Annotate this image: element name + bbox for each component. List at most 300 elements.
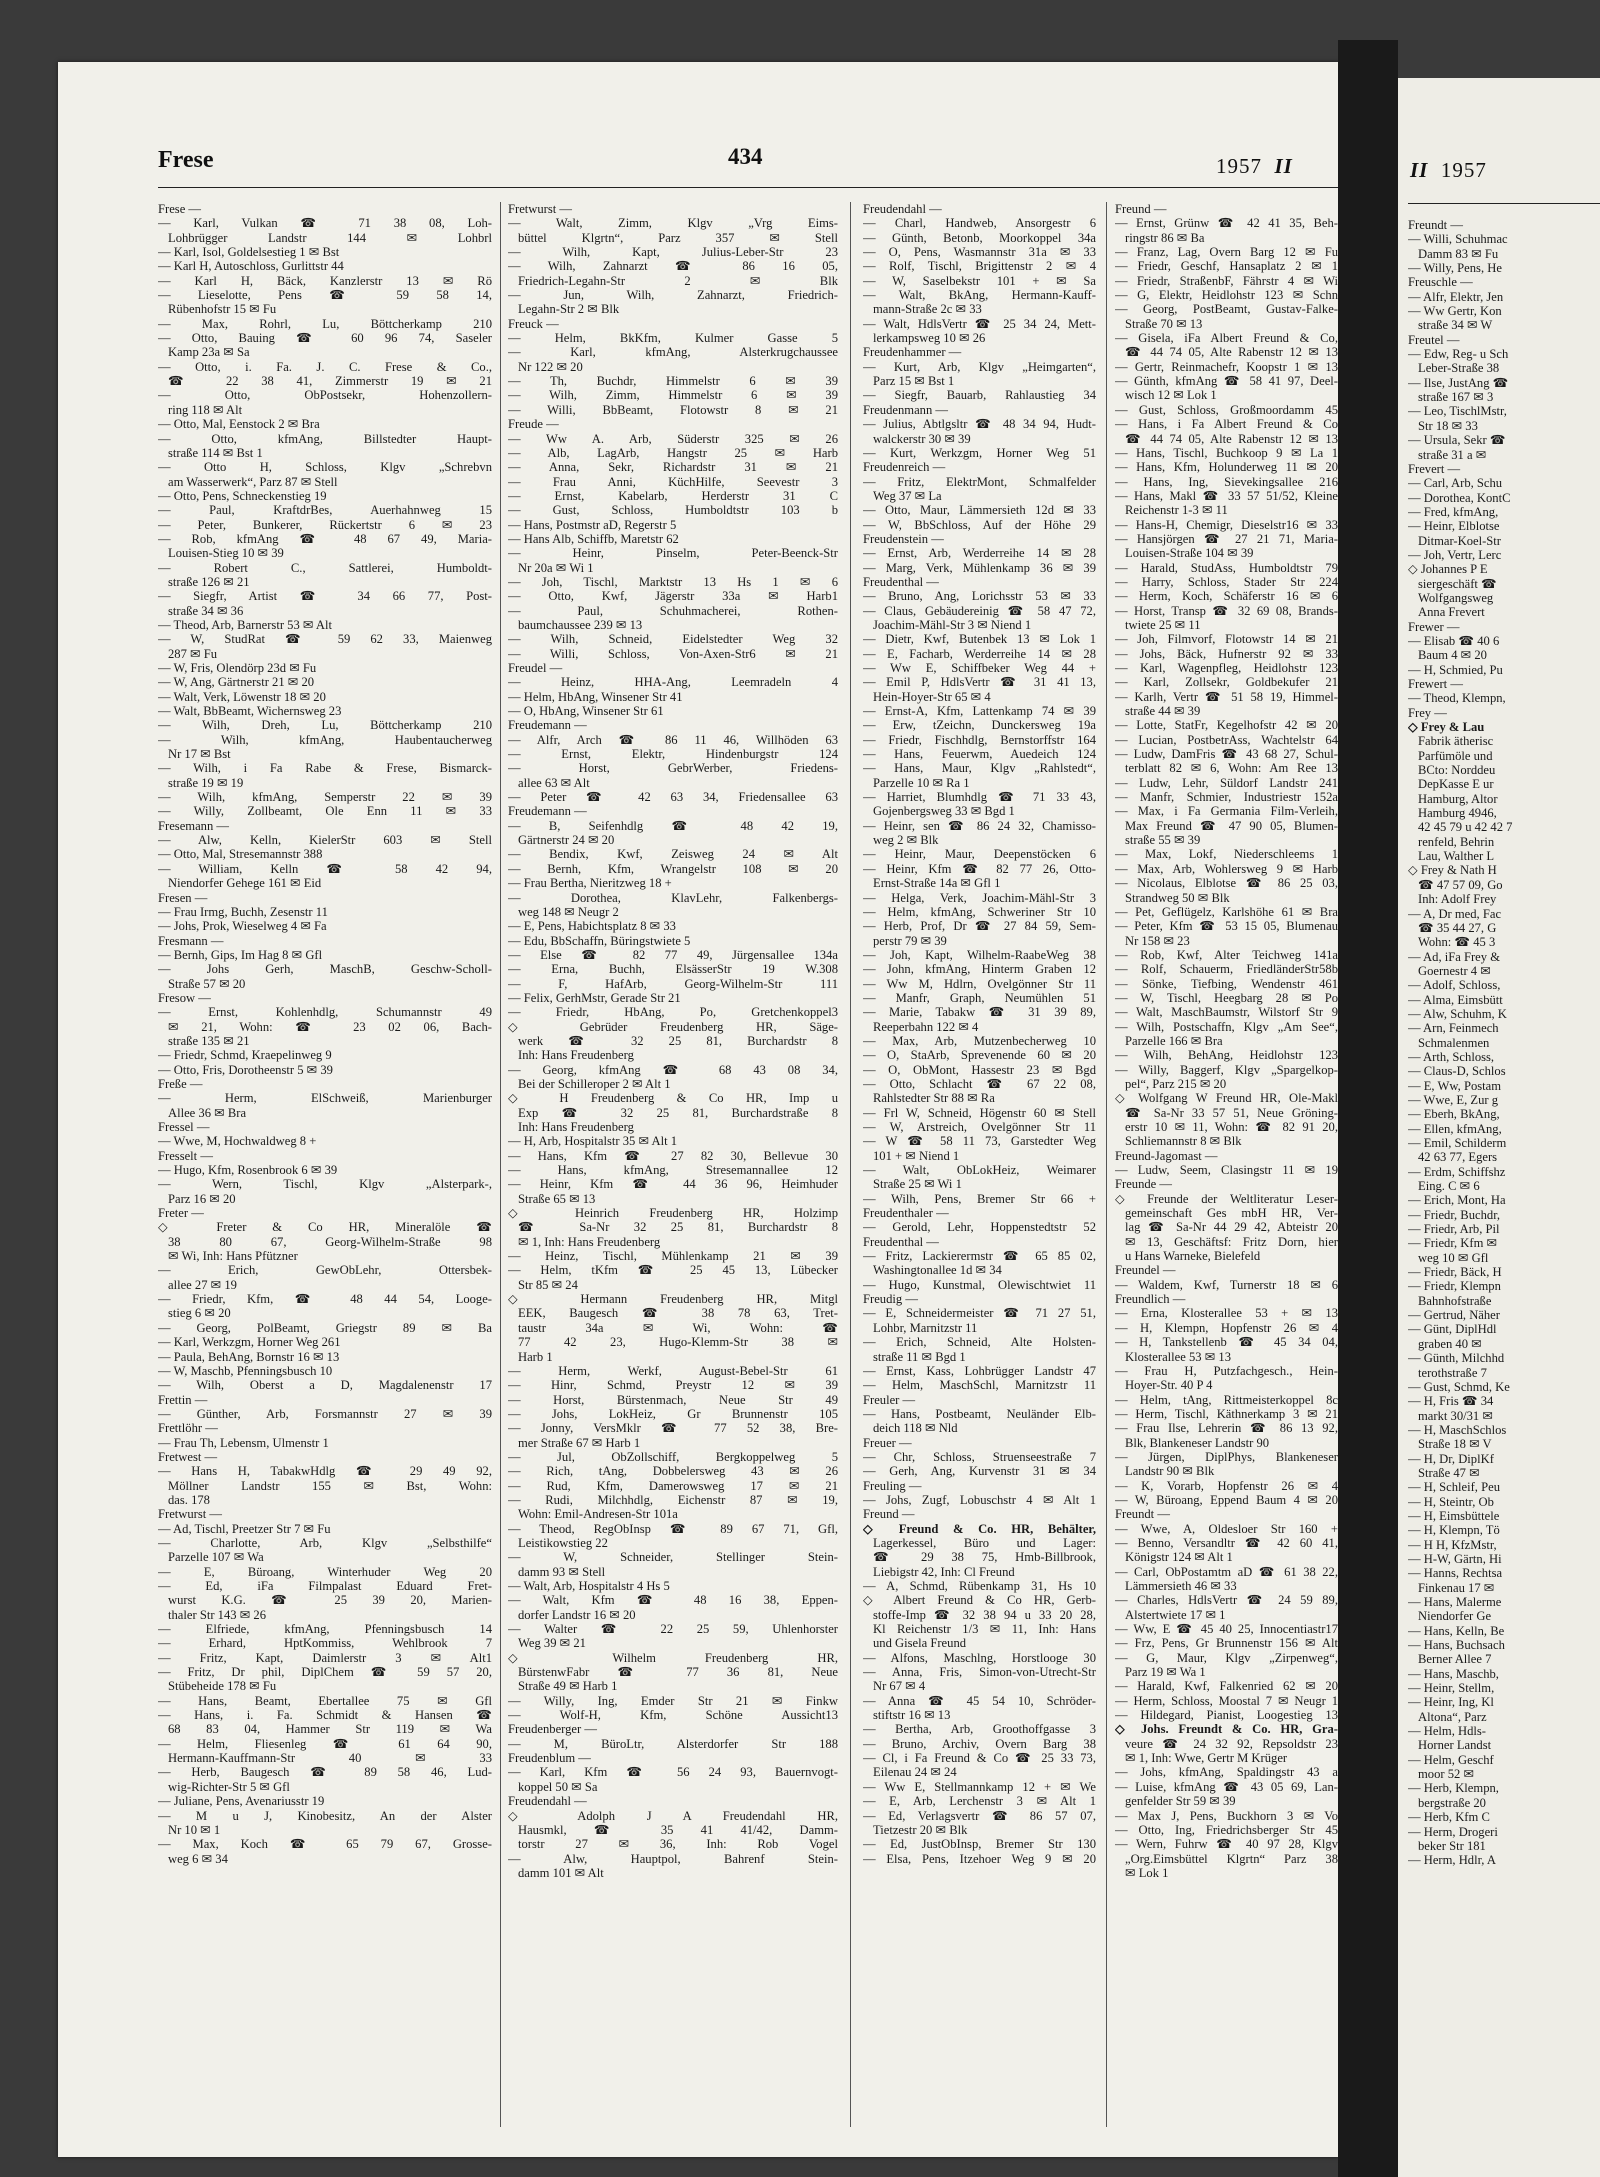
directory-entry-line: — Hans, Makl ☎ 33 57 51/52, Kleine bbox=[1115, 488, 1338, 503]
directory-entry-line: — Kurt, Arb, Klgv „Heimgarten“, bbox=[863, 359, 1096, 374]
directory-entry-line: straße 44 ✉ 39 bbox=[1125, 704, 1201, 719]
directory-entry-line: — Jul, ObZollschiff, Bergkoppelweg 5 bbox=[508, 1449, 838, 1464]
directory-entry-line: — A, Dr med, Fac bbox=[1408, 906, 1502, 921]
directory-column-1 bbox=[158, 202, 492, 2137]
surname-heading: Freundt — bbox=[1115, 1507, 1170, 1522]
directory-entry-line: Schmalenmen bbox=[1418, 1035, 1490, 1050]
directory-entry-line: — Helm, kfmAng, Schweriner Str 10 bbox=[863, 904, 1096, 919]
directory-entry-line: — Karl, Kfm ☎ 56 24 93, Bauernvogt- bbox=[508, 1765, 838, 1780]
directory-entry-line: — Hans, i Fa Albert Freund & Co bbox=[1115, 417, 1338, 432]
directory-entry-line: Parzelle 10 ✉ Ra 1 bbox=[873, 775, 970, 790]
directory-entry-line: — Helm, tKfm ☎ 25 45 13, Lübecker bbox=[508, 1263, 838, 1278]
header-part: II bbox=[1274, 154, 1293, 178]
directory-entry-line: stoffe-Imp ☎ 32 38 94 u 33 20 28, bbox=[873, 1607, 1096, 1622]
directory-entry-line: — W, Fris, Olendörp 23d ✉ Fu bbox=[158, 661, 317, 675]
directory-entry-line: — Anna, Fris, Simon-von-Utrecht-Str bbox=[863, 1665, 1096, 1680]
directory-entry-line: — Frau Irmg, Buchh, Zesenstr 11 bbox=[158, 904, 328, 919]
directory-entry-line: — Rich, tAng, Dobbelersweg 43 ✉ 26 bbox=[508, 1464, 838, 1479]
directory-entry-line: ◇ Frey & Lau bbox=[1408, 720, 1485, 735]
directory-entry-line: — Theod, RegObInsp ☎ 89 67 71, Gfl, bbox=[508, 1521, 838, 1536]
directory-entry-line: Berner Allee 7 bbox=[1418, 1652, 1492, 1667]
directory-entry-line: — H, MaschSchlos bbox=[1408, 1422, 1507, 1437]
directory-entry-line: — H, Schleif, Peu bbox=[1408, 1480, 1500, 1495]
directory-entry-line: — Karlh, Vertr ☎ 51 58 19, Himmel- bbox=[1115, 689, 1338, 704]
directory-entry-line: — Alw, Kelln, KielerStr 603 ✉ Stell bbox=[158, 833, 492, 848]
directory-entry-line: — Anna, Sekr, Richardstr 31 ✉ 21 bbox=[508, 460, 838, 475]
directory-entry-line: — Johs, Bäck, Hufnerstr 92 ✉ 33 bbox=[1115, 646, 1338, 661]
directory-entry-line: — Edw, Reg- u Sch bbox=[1408, 347, 1509, 362]
directory-column-3 bbox=[863, 202, 1096, 2137]
directory-entry-line: dorfer Landstr 16 ✉ 20 bbox=[518, 1607, 636, 1622]
directory-entry-line: ✉ 1, Inh: Hans Freudenberg bbox=[518, 1234, 661, 1249]
directory-entry-line: — Rob, Kwf, Alter Teichweg 141a bbox=[1115, 947, 1338, 962]
directory-entry-line: — Max, Arb, Mutzenbecherweg 10 bbox=[863, 1033, 1096, 1048]
directory-entry-line: weg 6 ✉ 34 bbox=[168, 1851, 228, 1866]
directory-entry-line: — Heinr, Pinselm, Peter-Beenck-Str bbox=[508, 546, 838, 561]
directory-entry-line: — Friedr, Fischhdlg, Bernstorffstr 164 bbox=[863, 732, 1096, 747]
directory-entry-line: — Friedr, Kfm ✉ bbox=[1408, 1236, 1498, 1251]
directory-entry-line: thaler Str 143 ✉ 26 bbox=[168, 1607, 266, 1622]
next-page-header bbox=[1410, 158, 1487, 183]
directory-entry-line: — Günth, kfmAng ☎ 58 41 97, Deel- bbox=[1115, 374, 1338, 389]
directory-entry-line: — Wern, Fuhrw ☎ 40 97 28, Klgv bbox=[1115, 1837, 1338, 1852]
directory-entry-line: — Max, Arb, Wohlersweg 9 ✉ Harb bbox=[1115, 861, 1338, 876]
directory-entry-line: ✉ Lok 1 bbox=[1125, 1865, 1169, 1880]
directory-entry-line: straße 19 ✉ 19 bbox=[168, 775, 244, 790]
directory-entry-line: Parzelle 107 ✉ Wa bbox=[168, 1550, 264, 1565]
directory-entry-line: ✉ 21, Wohn: ☎ 23 02 06, Bach- bbox=[168, 1019, 492, 1034]
directory-entry-line: Parz 16 ✉ 20 bbox=[168, 1191, 236, 1206]
directory-entry-line: das. 178 bbox=[168, 1492, 210, 1507]
directory-entry-line: Nr 17 ✉ Bst bbox=[168, 747, 231, 762]
directory-entry-line: — Erna, Buchh, ElsässerStr 19 W.308 bbox=[508, 962, 838, 977]
directory-entry-line: — Hans, Beamt, Ebertallee 75 ✉ Gfl bbox=[158, 1693, 492, 1708]
directory-entry-line: — Wilh, kfmAng, Semperstr 22 ✉ 39 bbox=[158, 790, 492, 805]
directory-entry-line: — Claus-D, Schlos bbox=[1408, 1064, 1506, 1079]
directory-entry-line: Joachim-Mähl-Str 3 ✉ Niend 1 bbox=[873, 617, 1032, 632]
directory-entry-line: — Erich, GewObLehr, Ottersbek- bbox=[158, 1263, 492, 1278]
page-header-name: Frese bbox=[158, 147, 214, 173]
directory-entry-line: Washingtonallee 1d ✉ 34 bbox=[873, 1263, 1002, 1278]
surname-heading: Fretwurst — bbox=[508, 202, 573, 216]
surname-heading: Freuler — bbox=[863, 1392, 916, 1407]
directory-entry-line: — Max J, Pens, Buckhorn 3 ✉ Vo bbox=[1115, 1808, 1338, 1823]
directory-entry-line: — Otto, Schlacht ☎ 67 22 08, bbox=[863, 1076, 1096, 1091]
directory-entry-line: Bahnhofstraße bbox=[1418, 1293, 1492, 1308]
directory-entry-line: twiete 25 ✉ 11 bbox=[1125, 617, 1201, 632]
directory-entry-line: — W, Ang, Gärtnerstr 21 ✉ 20 bbox=[158, 675, 315, 690]
directory-entry-line: Parz 19 ✉ Wa 1 bbox=[1125, 1665, 1206, 1680]
directory-entry-line: Rübenhofstr 15 ✉ Fu bbox=[168, 302, 277, 317]
directory-entry-line: — Hansjörgen ☎ 27 21 71, Maria- bbox=[1115, 531, 1338, 546]
directory-entry-line: straße 34 ✉ W bbox=[1418, 318, 1493, 333]
directory-entry-line: — Luise, kfmAng ☎ 43 05 69, Lan- bbox=[1115, 1779, 1338, 1794]
directory-entry-line: ringstr 86 ✉ Ba bbox=[1125, 230, 1205, 245]
next-header-part: II bbox=[1410, 158, 1429, 182]
directory-entry-line: — W ☎ 58 11 73, Garstedter Weg bbox=[863, 1134, 1096, 1149]
directory-entry-line: — Emil P, HdlsVertr ☎ 31 41 13, bbox=[863, 675, 1096, 690]
directory-entry-line: Nr 20a ✉ Wi 1 bbox=[518, 560, 594, 575]
directory-entry-line: — Max, i Fa Germania Film-Verleih, bbox=[1115, 804, 1338, 819]
directory-entry-line: — Carl, ObPostamtm aD ☎ 61 38 22, bbox=[1115, 1564, 1338, 1579]
directory-entry-line: — Hans, Kfm, Holunderweg 11 ✉ 20 bbox=[1115, 460, 1338, 475]
surname-heading: Freudel — bbox=[508, 661, 563, 675]
surname-heading: Frettin — bbox=[158, 1392, 208, 1407]
directory-entry-line: — Franz, Lag, Overn Barg 12 ✉ Fu bbox=[1115, 245, 1338, 260]
directory-entry-line: Wohn: ☎ 45 3 bbox=[1418, 935, 1496, 950]
directory-entry-line: — Hans, Maschb, bbox=[1408, 1666, 1499, 1681]
directory-entry-line: — Heinr, Elblotse bbox=[1408, 519, 1500, 534]
directory-page bbox=[58, 62, 1338, 2157]
directory-entry-line: — Wilh, Postschaffn, Klgv „Am See“, bbox=[1115, 1019, 1338, 1034]
directory-entry-line: — Alb, LagArb, Hangstr 25 ✉ Harb bbox=[508, 445, 838, 460]
directory-entry-line: — Helm, MaschSchl, Marnitzstr 11 bbox=[863, 1378, 1096, 1393]
directory-entry-line: — Hildegard, Pianist, Loogestieg 13 bbox=[1115, 1708, 1338, 1723]
directory-entry-line: — Emil, Schilderm bbox=[1408, 1136, 1507, 1150]
surname-heading: Fretwest — bbox=[158, 1449, 218, 1464]
directory-entry-line: koppel 50 ✉ Sa bbox=[518, 1779, 598, 1794]
directory-entry-line: — Herm, Tischl, Käthnerkamp 3 ✉ 21 bbox=[1115, 1406, 1338, 1421]
directory-entry-line: — W, Schneider, Stellinger Stein- bbox=[508, 1550, 838, 1565]
directory-entry-line: — M, BüroLtr, Alsterdorfer Str 188 bbox=[508, 1736, 838, 1751]
directory-entry-line: — Walt, Zimm, Klgv „Vrg Eims- bbox=[508, 216, 838, 231]
directory-entry-line: — Adolf, Schloss, bbox=[1408, 978, 1501, 993]
directory-entry-line: — Ww M, Hdlrn, Ovelgönner Str 11 bbox=[863, 976, 1096, 991]
directory-entry-line: — Bendix, Kwf, Zeisweg 24 ✉ Alt bbox=[508, 847, 838, 862]
directory-entry-line: graben 40 ✉ bbox=[1418, 1336, 1482, 1351]
directory-entry-line: — Wilh, Zahnarzt ☎ 86 16 05, bbox=[508, 259, 838, 274]
directory-entry-line: Harb 1 bbox=[518, 1349, 553, 1364]
surname-heading: Freudenhammer — bbox=[863, 345, 962, 360]
directory-entry-line: — Dietr, Kwf, Butenbek 13 ✉ Lok 1 bbox=[863, 632, 1096, 647]
directory-entry-line: — Walt, Verk, Löwenstr 18 ✉ 20 bbox=[158, 689, 326, 704]
directory-entry-line: — Willy, Zollbeamt, Ole Enn 11 ✉ 33 bbox=[158, 804, 492, 819]
surname-heading: Freund — bbox=[863, 1507, 915, 1522]
directory-entry-line: — Herb, Baugesch ☎ 89 58 46, Lud- bbox=[158, 1765, 492, 1780]
directory-entry-line: — Hans-H, Chemigr, Dieselstr16 ✉ 33 bbox=[1115, 517, 1338, 532]
directory-entry-line: — Ed, iFa Filmpalast Eduard Fret- bbox=[158, 1579, 492, 1593]
directory-entry-line: — Herm, Hdlr, A bbox=[1408, 1853, 1496, 1868]
directory-entry-line: Niendorfer Ge bbox=[1418, 1609, 1492, 1624]
directory-entry-line: — Juliane, Pens, Avenariusstr 19 bbox=[158, 1794, 325, 1809]
directory-entry-line: lag ☎ Sa-Nr 44 29 42, Abteistr 20 bbox=[1125, 1220, 1338, 1235]
directory-entry-line: BürstenwFabr ☎ 77 36 81, Neue bbox=[518, 1665, 838, 1680]
directory-entry-line: — Jun, Wilh, Zahnarzt, Friedrich- bbox=[508, 288, 838, 303]
directory-entry-line: — Theod, Arb, Barnerstr 53 ✉ Alt bbox=[158, 617, 333, 632]
directory-entry-line: — Herb, Klempn, bbox=[1408, 1781, 1499, 1796]
directory-entry-line: — Else ☎ 82 77 49, Jürgensallee 134a bbox=[508, 947, 838, 962]
directory-entry-line: — Walt, ObLokHeiz, Weimarer bbox=[863, 1163, 1096, 1178]
directory-entry-line: — Hans, Maur, Klgv „Rahlstedt“, bbox=[863, 761, 1096, 776]
directory-entry-line: — Otto, Mal, Eenstock 2 ✉ Bra bbox=[158, 417, 320, 432]
directory-entry-line: ◇ Freund & Co. HR, Behälter, bbox=[863, 1521, 1096, 1536]
directory-entry-line: 101 + ✉ Niend 1 bbox=[873, 1148, 960, 1163]
directory-entry-line: baumchaussee 239 ✉ 13 bbox=[518, 617, 643, 632]
directory-entry-line: — Siegfr, Bauarb, Rahlaustieg 34 bbox=[863, 388, 1096, 403]
directory-entry-line: Louisen-Straße 104 ✉ 39 bbox=[1125, 546, 1254, 561]
directory-entry-line: — Charlotte, Arb, Klgv „Selbsthilfe“ bbox=[158, 1535, 492, 1550]
directory-entry-line: — Carl, Arb, Schu bbox=[1408, 476, 1503, 491]
surname-heading: Fresselt — bbox=[158, 1148, 213, 1163]
directory-entry-line: — Charles, HdlsVertr ☎ 24 59 89, bbox=[1115, 1593, 1338, 1608]
directory-entry-line: ☎ 44 74 05, Alte Rabenstr 12 ✉ 13 bbox=[1125, 431, 1338, 446]
directory-entry-line: BCto: Norddeu bbox=[1418, 763, 1496, 778]
directory-entry-line: perstr 79 ✉ 39 bbox=[873, 933, 947, 948]
directory-entry-line: — Bertha, Arb, Groothoffgasse 3 bbox=[863, 1722, 1096, 1737]
directory-entry-line: — Walter ☎ 22 25 59, Uhlenhorster bbox=[508, 1622, 838, 1637]
directory-entry-line: — Bernh, Kfm, Wrangelstr 108 ✉ 20 bbox=[508, 861, 838, 876]
directory-entry-line: — Rob, kfmAng ☎ 48 67 49, Maria- bbox=[158, 531, 492, 546]
directory-entry-line: — Heinr, Kfm ☎ 44 36 96, Heimhuder bbox=[508, 1177, 838, 1192]
directory-entry-line: walckerstr 30 ✉ 39 bbox=[873, 431, 971, 446]
directory-entry-line: — Cl, i Fa Freund & Co ☎ 25 33 73, bbox=[863, 1751, 1096, 1766]
directory-entry-line: — Friedr, Kfm, ☎ 48 44 54, Looge- bbox=[158, 1292, 492, 1307]
directory-entry-line: — Gerh, Ang, Kurvenstr 31 ✉ 34 bbox=[863, 1464, 1096, 1479]
directory-entry-line: ◇ Gebrüder Freudenberg HR, Säge- bbox=[508, 1019, 838, 1034]
directory-entry-line: — H, Klempn, Tö bbox=[1408, 1523, 1500, 1538]
surname-heading: Freund — bbox=[1115, 202, 1167, 216]
directory-entry-line: — Fritz, Lackierermstr ☎ 65 85 02, bbox=[863, 1249, 1096, 1264]
directory-entry-line: — Hans, Ing, Sievekingsallee 216 bbox=[1115, 474, 1338, 489]
directory-entry-line: — H-W, Gärtn, Hi bbox=[1408, 1551, 1502, 1566]
directory-entry-line: Exp ☎ 32 25 81, Burchardstraße 8 bbox=[518, 1105, 838, 1120]
directory-entry-line: — Karl H, Bäck, Kanzlerstr 13 ✉ Rö bbox=[158, 273, 492, 288]
directory-entry-line: — Willy, Baggerf, Klgv „Spargelkop- bbox=[1115, 1062, 1338, 1077]
directory-entry-line: allee 63 ✉ Alt bbox=[518, 775, 590, 790]
directory-entry-line: Weg 39 ✉ 21 bbox=[518, 1636, 586, 1651]
directory-entry-line: — G, Elektr, Heidlohstr 123 ✉ Schn bbox=[1115, 288, 1338, 303]
directory-entry-line: Str 18 ✉ 33 bbox=[1418, 418, 1478, 433]
directory-entry-line: u Hans Warneke, Bielefeld bbox=[1125, 1249, 1261, 1264]
directory-column-4 bbox=[1115, 202, 1338, 2137]
directory-entry-line: — Heinr, Ing, Kl bbox=[1408, 1695, 1494, 1710]
surname-heading: Freudenthaler — bbox=[863, 1206, 949, 1221]
directory-entry-line: — Hans H, TabakwHdlg ☎ 29 49 92, bbox=[158, 1464, 492, 1479]
directory-entry-line: — O, HbAng, Winsener Str 61 bbox=[508, 704, 664, 719]
directory-entry-line: — Willi, BbBeamt, Flotowstr 8 ✉ 21 bbox=[508, 402, 838, 417]
directory-entry-line: — W, Arstreich, Ovelgönner Str 11 bbox=[863, 1120, 1096, 1134]
directory-entry-line: — Otto, Pens, Schneckenstieg 19 bbox=[158, 488, 327, 503]
directory-entry-line: ☎ 44 74 05, Alte Rabenstr 12 ✉ 13 bbox=[1125, 345, 1338, 360]
directory-entry-line: — Heinr, Kfm ☎ 82 77 26, Otto- bbox=[863, 861, 1096, 876]
directory-entry-line: Straße 57 ✉ 20 bbox=[168, 976, 246, 991]
directory-entry-line: — Manfr, Graph, Neumühlen 51 bbox=[863, 990, 1096, 1005]
directory-entry-line: 68 83 04, Hammer Str 119 ✉ Wa bbox=[168, 1722, 492, 1737]
directory-entry-line: — W, StudRat ☎ 59 62 33, Maienweg bbox=[158, 632, 492, 647]
surname-heading: Frewer — bbox=[1408, 619, 1460, 634]
directory-entry-line: Allee 36 ✉ Bra bbox=[168, 1105, 247, 1120]
directory-entry-line: Straße 49 ✉ Harb 1 bbox=[518, 1679, 618, 1694]
directory-entry-line: lerkampsweg 10 ✉ 26 bbox=[873, 331, 986, 346]
directory-entry-line: — Friedr, StraßenbF, Fährstr 4 ✉ Wi bbox=[1115, 273, 1338, 288]
directory-entry-line: — Ursula, Sekr ☎ bbox=[1408, 433, 1506, 448]
directory-entry-line: Nr 10 ✉ 1 bbox=[168, 1822, 221, 1837]
directory-entry-line: — Wwe, E, Zur g bbox=[1408, 1092, 1499, 1107]
directory-entry-line: — Hugo, Kunstmal, Olewischtwiet 11 bbox=[863, 1277, 1096, 1292]
directory-entry-line: — Joh, Filmvorf, Flotowstr 14 ✉ 21 bbox=[1115, 632, 1338, 647]
directory-entry-line: Str 85 ✉ 24 bbox=[518, 1277, 578, 1292]
directory-entry-line: ☎ 47 57 09, Go bbox=[1418, 877, 1503, 892]
directory-entry-line: — Walt, Kfm ☎ 48 16 38, Eppen- bbox=[508, 1593, 838, 1608]
directory-entry-line: ✉ 13, Geschäftsf: Fritz Dorn, hier bbox=[1125, 1234, 1338, 1249]
directory-entry-line: EEK, Baugesch ☎ 38 78 63, Tret- bbox=[518, 1306, 838, 1321]
directory-entry-line: am Wasserwerk“, Parz 87 ✉ Stell bbox=[168, 474, 338, 489]
directory-entry-line: — Th, Buchdr, Himmelstr 6 ✉ 39 bbox=[508, 374, 838, 389]
directory-entry-line: — E, Ww, Postam bbox=[1408, 1078, 1502, 1093]
directory-entry-line: — Erhard, HptKommiss, Wehlbrook 7 bbox=[158, 1636, 492, 1651]
directory-entry-line: — Marie, Tabakw ☎ 31 39 89, bbox=[863, 1005, 1096, 1020]
directory-entry-line: — Alw, Schuhm, K bbox=[1408, 1006, 1507, 1021]
directory-entry-line: Anna Frevert bbox=[1418, 605, 1485, 620]
surname-heading: Freuling — bbox=[863, 1478, 922, 1493]
directory-entry-line: erstr 10 ✉ 11, Wohn: ☎ 82 91 20, bbox=[1125, 1120, 1338, 1134]
directory-entry-line: — Hans, Kelln, Be bbox=[1408, 1623, 1505, 1638]
directory-entry-line: — Johs Gerh, MaschB, Geschw-Scholl- bbox=[158, 962, 492, 977]
surname-heading: Frey — bbox=[1408, 705, 1447, 720]
directory-entry-line: ☎ 35 44 27, G bbox=[1418, 920, 1497, 935]
directory-entry-line: — Karl, Isol, Goldelsestieg 1 ✉ Bst bbox=[158, 245, 340, 260]
directory-entry-line: 287 ✉ Fu bbox=[168, 646, 218, 661]
directory-entry-line: mann-Straße 2c ✉ 33 bbox=[873, 302, 982, 317]
directory-entry-line: — Herm, Werkf, August-Bebel-Str 61 bbox=[508, 1363, 838, 1378]
directory-entry-line: — Hans, Tischl, Buchkoop 9 ✉ La 1 bbox=[1115, 445, 1338, 460]
directory-entry-line: — Hans, Kfm ☎ 27 82 30, Bellevue 30 bbox=[508, 1148, 838, 1163]
directory-entry-line: — Günth, Betonb, Moorkoppel 34a bbox=[863, 230, 1096, 245]
directory-entry-line: Nr 122 ✉ 20 bbox=[518, 359, 583, 374]
surname-heading: Freund-Jagomast — bbox=[1115, 1148, 1218, 1163]
directory-entry-line: Lagerkessel, Büro und Lager: bbox=[873, 1535, 1096, 1550]
surname-heading: Freundt — bbox=[1408, 218, 1463, 232]
directory-entry-line: ☎ 22 38 41, Zimmerstr 19 ✉ 21 bbox=[168, 374, 492, 389]
next-page-column-1 bbox=[1408, 218, 1600, 2157]
directory-entry-line: — Erich, Mont, Ha bbox=[1408, 1193, 1506, 1208]
directory-entry-line: Parzelle 166 ✉ Bra bbox=[1125, 1033, 1223, 1048]
directory-entry-line: — Otto, Mal, Stresemannstr 388 bbox=[158, 847, 323, 862]
surname-heading: Freudig — bbox=[863, 1292, 918, 1307]
directory-entry-line: weg 148 ✉ Neugr 2 bbox=[518, 904, 619, 919]
directory-entry-line: — Ernst-A, Kfm, Lattenkamp 74 ✉ 39 bbox=[863, 704, 1096, 719]
surname-heading: Fresemann — bbox=[158, 818, 229, 833]
surname-heading: Frese — bbox=[158, 202, 202, 216]
directory-entry-line: Reichenstr 1-3 ✉ 11 bbox=[1125, 503, 1228, 518]
directory-entry-line: büttel Klgrtn“, Parz 357 ✉ Stell bbox=[518, 230, 838, 245]
directory-entry-line: — Rudi, Milchhdlg, Eichenstr 87 ✉ 19, bbox=[508, 1492, 838, 1507]
directory-entry-line: Landstr 90 ✉ Blk bbox=[1125, 1464, 1215, 1479]
directory-entry-line: veure ☎ 24 32 92, Repsoldstr 23 bbox=[1125, 1736, 1338, 1751]
directory-entry-line: ◇ Wilhelm Freudenberg HR, bbox=[508, 1650, 838, 1665]
surname-heading: Freutel — bbox=[1408, 332, 1460, 347]
surname-heading: Freudendahl — bbox=[863, 202, 942, 216]
directory-entry-line: Damm 83 ✉ Fu bbox=[1418, 246, 1499, 261]
directory-entry-line: 38 80 67, Georg-Wilhelm-Straße 98 bbox=[168, 1234, 492, 1249]
directory-entry-line: — Anna ☎ 45 54 10, Schröder- bbox=[863, 1693, 1096, 1708]
directory-entry-line: ✉ 1, Inh: Wwe, Gertr M Krüger bbox=[1125, 1751, 1288, 1766]
column-divider bbox=[850, 202, 851, 2127]
directory-entry-line: ◇ Wolfgang W Freund HR, Ole-Makl bbox=[1115, 1091, 1338, 1106]
surname-heading: Freudenberger — bbox=[508, 1722, 597, 1737]
directory-entry-line: — Georg, kfmAng ☎ 68 43 08 34, bbox=[508, 1062, 838, 1077]
directory-entry-line: — Hans, Postmstr aD, Regerstr 5 bbox=[508, 517, 677, 532]
directory-entry-line: — Karl, kfmAng, Alsterkrugchaussee bbox=[508, 345, 838, 360]
directory-entry-line: — Herm, Drogeri bbox=[1408, 1824, 1498, 1839]
directory-entry-line: — Erich, Schneid, Alte Holsten- bbox=[863, 1335, 1096, 1350]
directory-entry-line: — Herm, Schloss, Moostal 7 ✉ Neugr 1 bbox=[1115, 1693, 1338, 1708]
next-header-year: 1957 bbox=[1440, 158, 1487, 182]
directory-entry-line: — Peter, Kfm ☎ 53 15 05, Blumenau bbox=[1115, 919, 1338, 934]
surname-heading: Frettlöhr — bbox=[158, 1421, 218, 1436]
directory-entry-line: Rahlstedter Str 88 ✉ Ra bbox=[873, 1091, 995, 1106]
directory-entry-line: — Harriet, Blumhdlg ☎ 71 33 43, bbox=[863, 790, 1096, 805]
directory-entry-line: straße 34 ✉ 36 bbox=[168, 603, 244, 618]
directory-entry-line: Max Freund ☎ 47 90 05, Blumen- bbox=[1125, 818, 1338, 833]
directory-entry-line: Finkenau 17 ✉ bbox=[1418, 1580, 1495, 1595]
page-number: 434 bbox=[728, 144, 763, 169]
directory-entry-line: — Theod, Klempn, bbox=[1408, 691, 1506, 706]
directory-entry-line: Louisen-Stieg 10 ✉ 39 bbox=[168, 546, 284, 561]
directory-entry-line: — Ilse, JustAng ☎ bbox=[1408, 375, 1509, 390]
directory-entry-line: — H, Fris ☎ 34 bbox=[1408, 1394, 1494, 1409]
directory-entry-line: — Paul, Schuhmacherei, Rothen- bbox=[508, 603, 838, 618]
directory-entry-line: — Willi, Schuhmac bbox=[1408, 232, 1508, 247]
directory-entry-line: — Gerold, Lehr, Hoppenstedtstr 52 bbox=[863, 1220, 1096, 1235]
directory-entry-line: Gojenbergsweg 33 ✉ Bgd 1 bbox=[873, 804, 1015, 819]
directory-entry-line: Lämmersieth 46 ✉ 33 bbox=[1125, 1579, 1237, 1593]
directory-entry-line: wig-Richter-Str 5 ✉ Gfl bbox=[168, 1779, 290, 1794]
directory-entry-line: — Frau Th, Lebensm, Ulmenstr 1 bbox=[158, 1435, 329, 1450]
surname-heading: Frewert — bbox=[1408, 677, 1463, 691]
surname-heading: Freuer — bbox=[863, 1435, 912, 1450]
surname-heading: Freuck — bbox=[508, 316, 559, 331]
directory-entry-line: — Otto, Fris, Dorotheenstr 5 ✉ 39 bbox=[158, 1062, 333, 1077]
directory-entry-line: — Paul, KraftdrBes, Auerhahnweg 15 bbox=[158, 503, 492, 518]
directory-entry-line: — Karl, Werkzgm, Horner Weg 261 bbox=[158, 1335, 341, 1350]
directory-entry-line: — H, Eimsbüttele bbox=[1408, 1508, 1500, 1523]
directory-entry-line: — Friedr, Bäck, H bbox=[1408, 1265, 1502, 1280]
directory-entry-line: — Ernst, Grünw ☎ 42 41 35, Beh- bbox=[1115, 216, 1338, 231]
directory-entry-line: — Max, Koch ☎ 65 79 67, Grosse- bbox=[158, 1837, 492, 1852]
surname-heading: Fresen — bbox=[158, 890, 208, 905]
directory-entry-line: Straße 47 ✉ bbox=[1418, 1465, 1480, 1480]
directory-entry-line: Legahn-Str 2 ✉ Blk bbox=[518, 302, 620, 317]
column-divider bbox=[500, 202, 501, 2127]
directory-entry-line: — Walt, MaschBaumstr, Wilstorf Str 9 bbox=[1115, 1005, 1338, 1020]
directory-entry-line: Bei der Schilleroper 2 ✉ Alt 1 bbox=[518, 1076, 671, 1091]
directory-entry-line: Hermann-Kauffmann-Str 40 ✉ 33 bbox=[168, 1751, 492, 1766]
directory-entry-line: — Otto H, Schloss, Klgv „Schrebvn bbox=[158, 460, 492, 475]
directory-entry-line: Baum 4 ✉ 20 bbox=[1418, 648, 1487, 663]
directory-entry-line: — E, Facharb, Werderreihe 14 ✉ 28 bbox=[863, 646, 1096, 661]
directory-entry-line: — Wilh, Schneid, Eidelstedter Weg 32 bbox=[508, 632, 838, 647]
surname-heading: Fressel — bbox=[158, 1120, 210, 1134]
directory-entry-line: — Hans Alb, Schiffb, Maretstr 62 bbox=[508, 531, 679, 546]
directory-entry-line: ◇ Heinrich Freudenberg HR, Holzimp bbox=[508, 1206, 838, 1221]
directory-entry-line: — Frau Bertha, Nieritzweg 18 + bbox=[508, 876, 672, 891]
directory-entry-line: — Hugo, Kfm, Rosenbrook 6 ✉ 39 bbox=[158, 1163, 338, 1178]
directory-entry-line: — Günt, DiplHdl bbox=[1408, 1322, 1497, 1337]
directory-entry-line: — Hans, Buchsach bbox=[1408, 1638, 1505, 1653]
directory-entry-line: — Otto, Maur, Lämmersieth 12d ✉ 33 bbox=[863, 503, 1096, 518]
directory-entry-line: — Ludw, Seem, Clasingstr 11 ✉ 19 bbox=[1115, 1163, 1338, 1178]
directory-entry-line: markt 30/31 ✉ bbox=[1418, 1408, 1493, 1423]
directory-entry-line: — Hans, i. Fa. Schmidt & Hansen ☎ bbox=[158, 1708, 492, 1723]
directory-entry-line: DepKasse E ur bbox=[1418, 777, 1494, 792]
directory-entry-line: — Alfons, Maschlng, Horstlooge 30 bbox=[863, 1650, 1096, 1665]
directory-entry-line: — Helm, BkKfm, Kulmer Gasse 5 bbox=[508, 331, 838, 346]
directory-entry-line: — Gust, Schmd, Ke bbox=[1408, 1379, 1510, 1394]
directory-entry-line: — Horst, Bürstenmach, Neue Str 49 bbox=[508, 1392, 838, 1407]
directory-entry-line: — Fritz, Dr phil, DiplChem ☎ 59 57 20, bbox=[158, 1665, 492, 1680]
directory-entry-line: — Wilh, BehAng, Heidlohstr 123 bbox=[1115, 1048, 1338, 1063]
